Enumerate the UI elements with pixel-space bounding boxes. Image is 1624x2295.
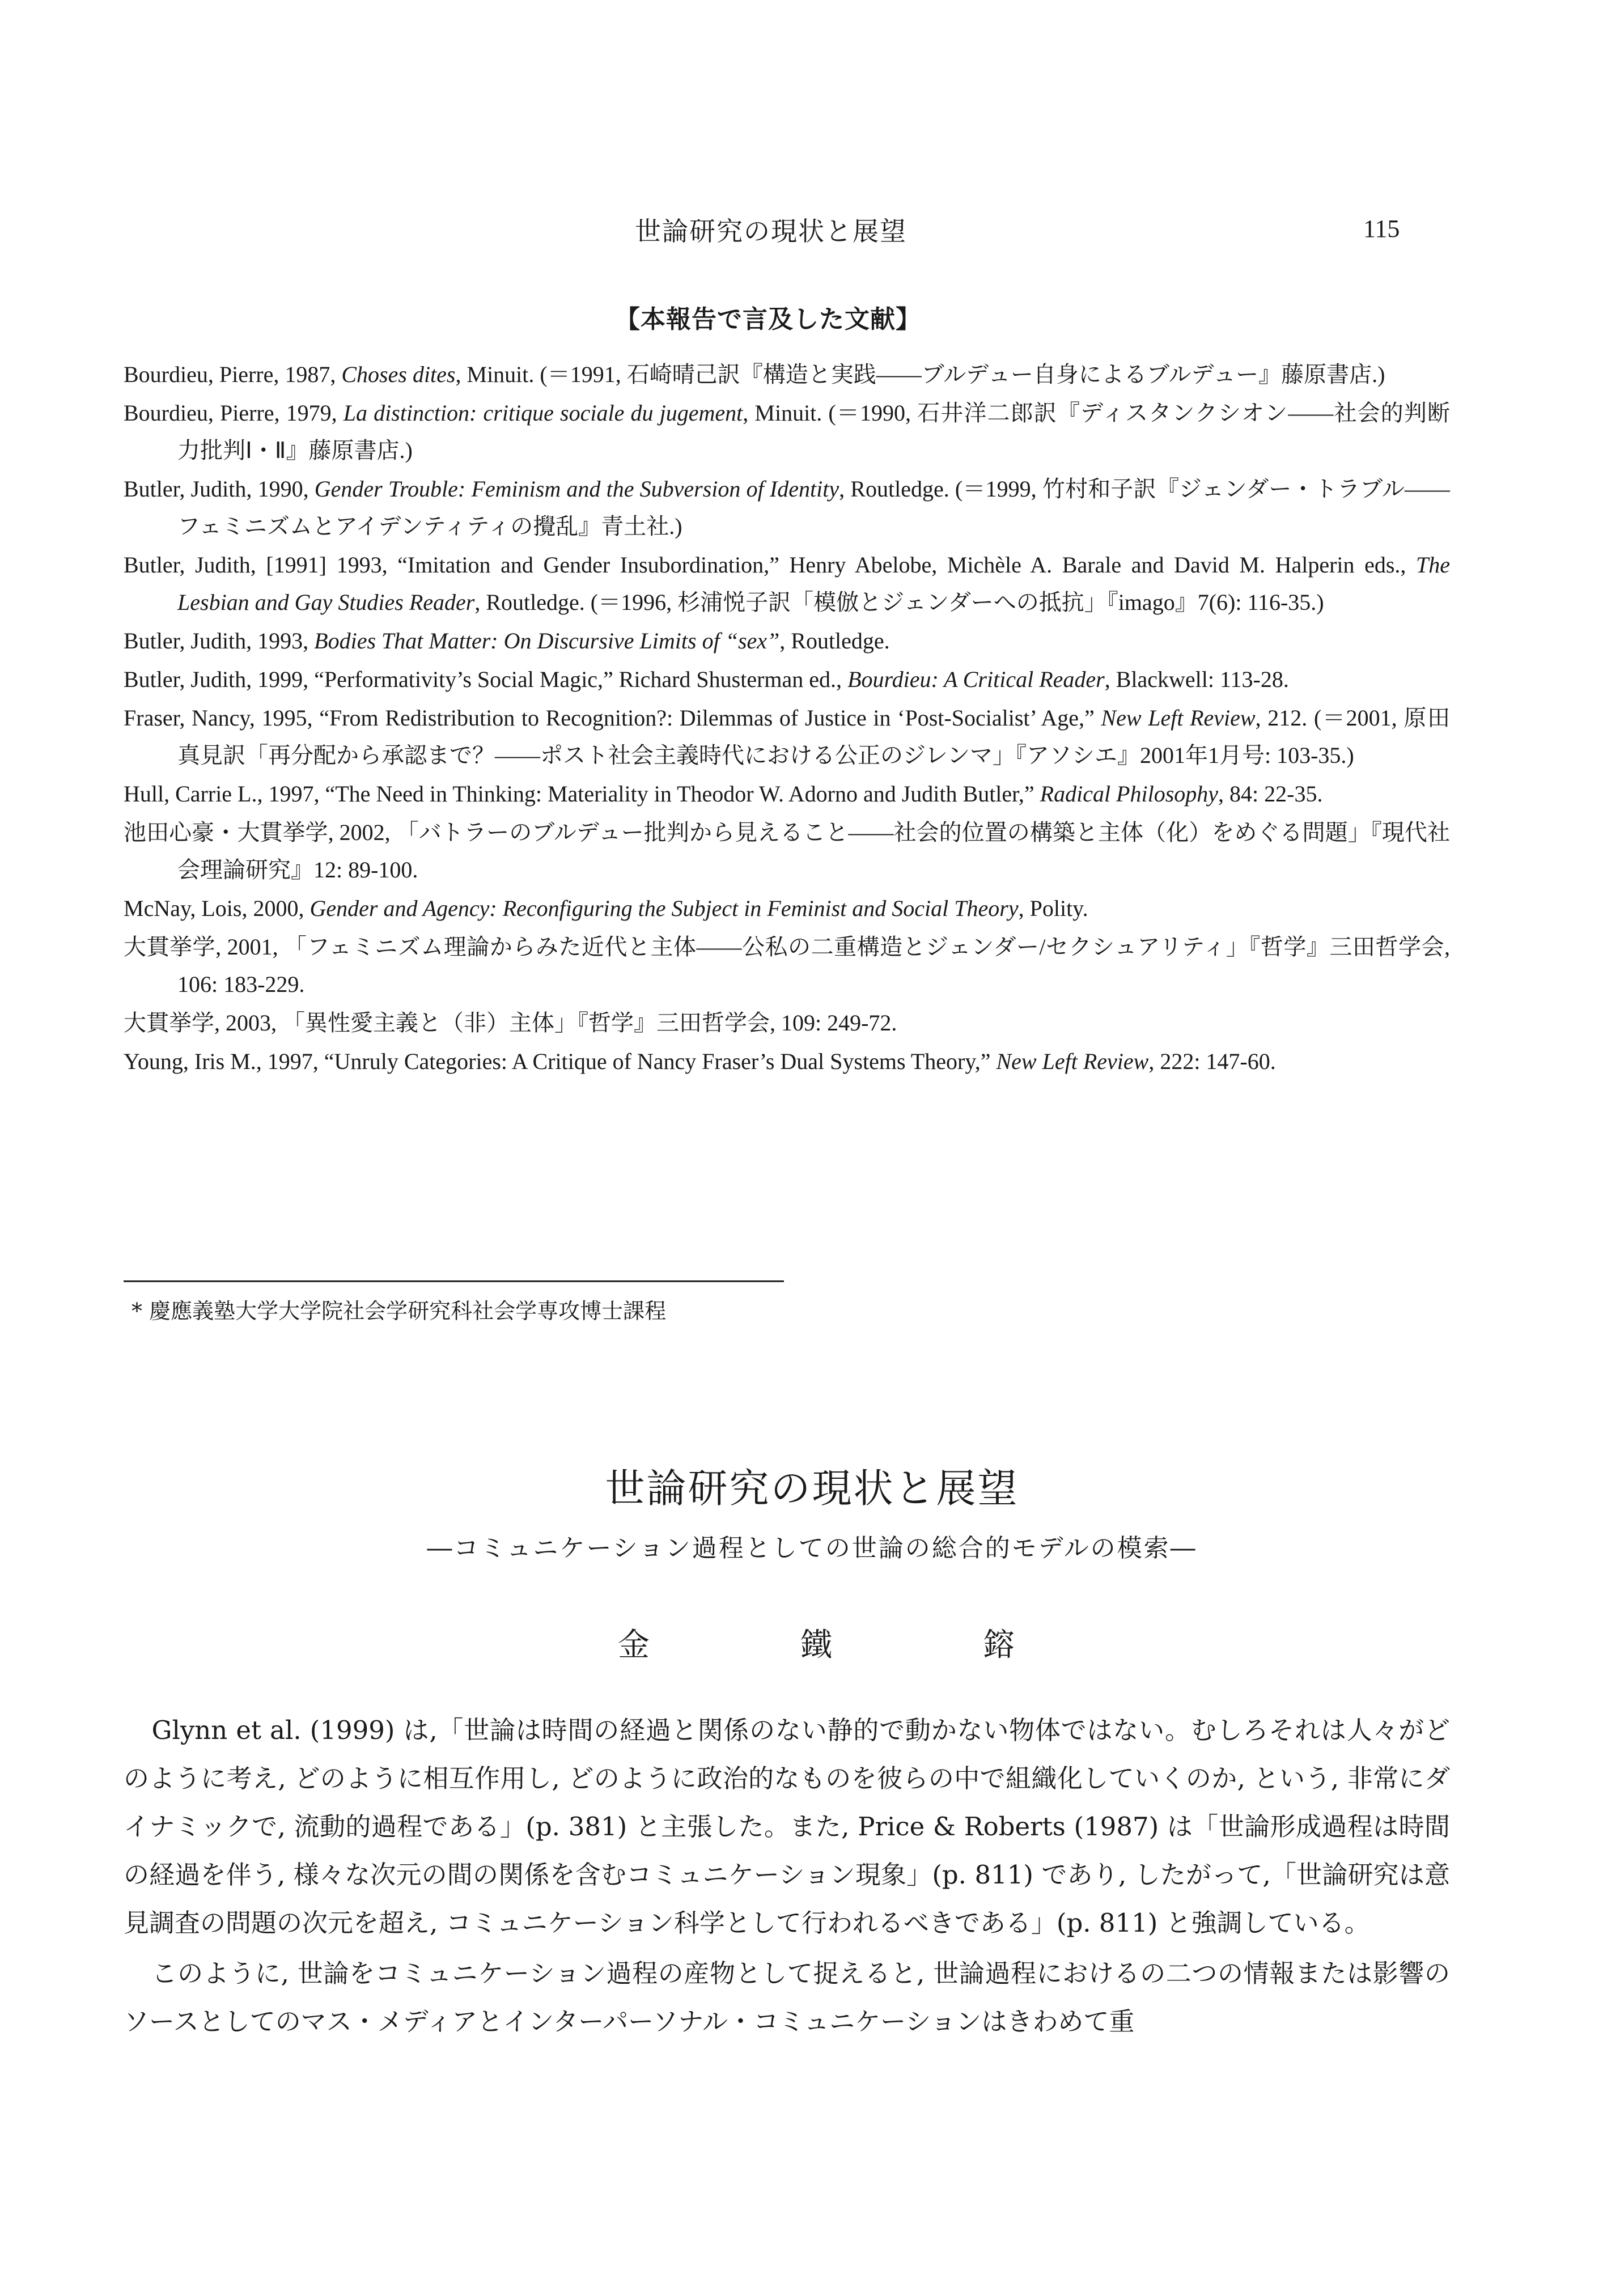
reference-entry: 池田心豪・大貫挙学, 2002, 「バトラーのブルデュー批判から見えること――社会的位置の構築と主体（化）をめぐる問題」『現代社会理論研究』12: 89-100. (124, 820, 1450, 883)
reference-entry: Butler, Judith, [1991] 1993, “Imitation and Gender Insubordination,” Henry Abelobe, Michèle A. Barale and David M. Halperin eds., The Lesbian and Gay Studies Reader, Routledge. (＝1996, 杉浦悦子訳「模倣とジェンダーへの抵抗」『imago』7(6): 116-35.) (124, 552, 1450, 615)
reference-entry: Young, Iris M., 1997, “Unruly Categories: A Critique of Nancy Fraser’s Dual Systems Theory,” New Left Review, 222: 147-60. (124, 1049, 1276, 1074)
body-paragraph: このように, 世論をコミュニケーション過程の産物として捉えると, 世論過程におけるの二つの情報または影響のソースとしてのマス・メディアとインターパーソナル・コミュニケーションはきわめて重 (124, 1958, 1450, 2037)
author-name-part: 金 (618, 1627, 650, 1664)
author-name-part: 鐵 (800, 1627, 832, 1664)
reference-entry: Fraser, Nancy, 1995, “From Redistribution to Recognition?: Dilemmas of Justice in ‘Post-Socialist’ Age,” New Left Review, 212. (＝2001, 原田真見訳「再分配から承認まで？――ポスト社会主義時代における公正のジレンマ」『アソシエ』2001年1月号: 103-35.) (124, 705, 1451, 768)
running-title: 世論研究の現状と展望 (635, 216, 907, 247)
reference-entry: 大貫挙学, 2003, 「異性愛主義と（非）主体」『哲学』三田哲学会, 109: 249-72. (124, 1010, 897, 1036)
author-name-part: 鎔 (983, 1627, 1015, 1664)
article-subtitle: ―コミュニケーション過程としての世論の総合的モデルの模索― (427, 1534, 1197, 1563)
footnote: * 慶應義塾大学大学院社会学研究科社会学専攻博士課程 (132, 1299, 667, 1323)
references-list (124, 356, 1450, 1081)
page-number: 115 (1363, 215, 1400, 243)
reference-entry: Butler, Judith, 1999, “Performativity’s Social Magic,” Richard Shusterman ed., Bourdieu: A Critical Reader, Blackwell: 113-28. (124, 667, 1289, 692)
reference-entry: Butler, Judith, 1993, Bodies That Matter: On Discursive Limits of “sex”, Routledge. (124, 628, 890, 654)
article-body (124, 1706, 1450, 2048)
reference-entry: Bourdieu, Pierre, 1979, La distinction: critique sociale du jugement, Minuit. (＝1990, 石井洋二郎訳『ディスタンクシオン――社会的判断力批判Ⅰ・Ⅱ』藤原書店.) (124, 400, 1450, 463)
body-paragraph: Glynn et al. (1999) は,「世論は時間の経過と関係のない静的で動かない物体ではない。むしろそれは人々がどのように考え, どのように相互作用し, どのように政治的なものを彼らの中で組織化していくのか, という, 非常にダイナミックで, 流動的過程である」(p. 381) と主張した。また, Price & Roberts (1987) は「世論形成過程は時間の経過を伴う, 様々な次元の間の関係を含むコミュニケーション現象」(p. 811) であり, したがって,「世論研究は意見調査の問題の次元を超え, コミュニケーション科学として行われるべきである」(p. 811) と強調している。 (124, 1715, 1450, 1938)
reference-entry: McNay, Lois, 2000, Gender and Agency: Reconfiguring the Subject in Feminist and Social Theory, Polity. (124, 896, 1088, 921)
footnote-divider (124, 1280, 784, 1282)
references-heading: 【本報告で言及した文献】 (615, 305, 921, 334)
reference-entry: 大貫挙学, 2001, 「フェミニズム理論からみた近代と主体――公私の二重構造とジェンダー/セクシュアリティ」『哲学』三田哲学会, 106: 183-229. (124, 934, 1450, 997)
reference-entry: Bourdieu, Pierre, 1987, Choses dites, Minuit. (＝1991, 石崎晴己訳『構造と実践――ブルデュー自身によるブルデュー』藤原書店.) (124, 362, 1385, 387)
reference-entry: Butler, Judith, 1990, Gender Trouble: Feminism and the Subversion of Identity, Routledge. (＝1999, 竹村和子訳『ジェンダー・トラブル――フェミニズムとアイデンティティの攪乱』青土社.) (124, 476, 1451, 539)
reference-entry: Hull, Carrie L., 1997, “The Need in Thinking: Materiality in Theodor W. Adorno and Judith Butler,” Radical Philosophy, 84: 22-35. (124, 781, 1323, 807)
author-name (618, 1620, 1015, 1665)
article-title: 世論研究の現状と展望 (605, 1465, 1019, 1512)
